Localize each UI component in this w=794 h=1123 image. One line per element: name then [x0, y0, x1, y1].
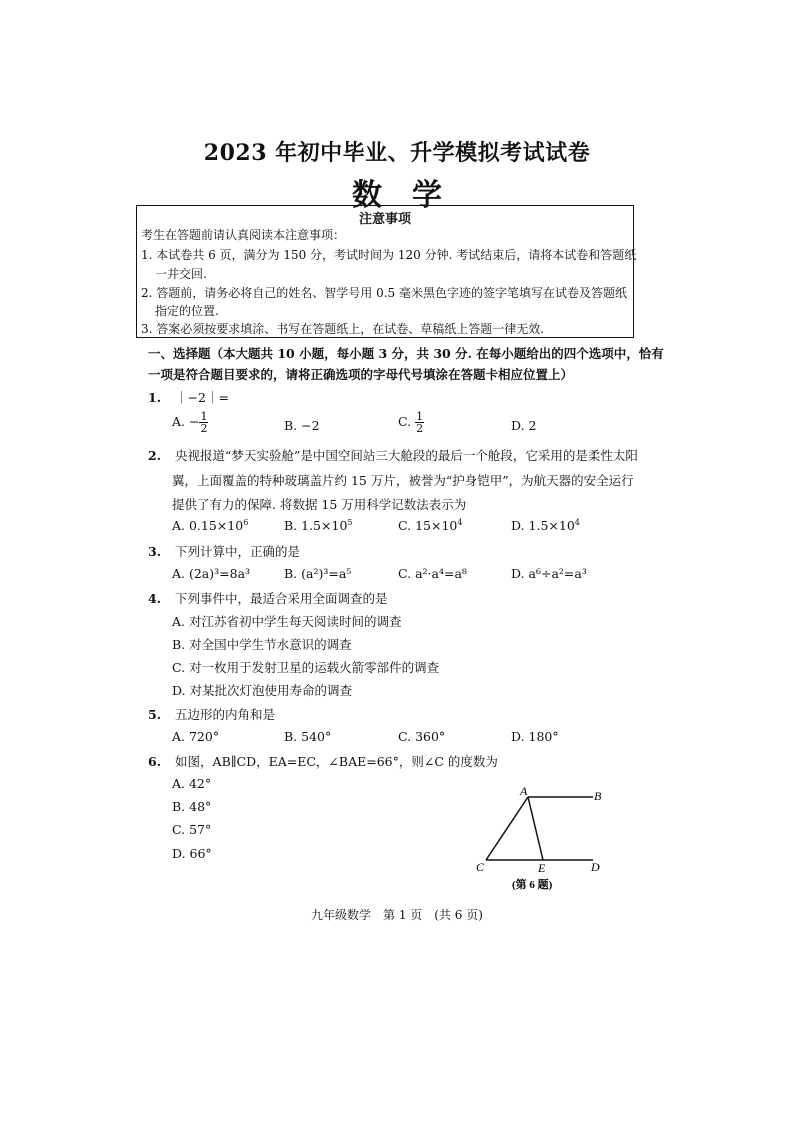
option-c: C. a²·a⁴=a⁸: [398, 566, 467, 581]
point-label-a: A: [520, 784, 528, 798]
question-stem: 五边形的内角和是: [175, 707, 276, 722]
line-ac: [486, 797, 528, 860]
fraction-denominator: 2: [200, 422, 208, 435]
notice-box: [136, 205, 637, 338]
fraction-numerator: 1: [200, 410, 208, 423]
option-a: A. 42°: [172, 776, 212, 791]
notice-item: 2. 答题前，请务必将自己的姓名、智学号用 0.5 毫米黑色字迹的签字笔填写在试卷及答题纸: [141, 286, 627, 300]
option-d: D. 66°: [172, 846, 212, 861]
option-c: C. 对一枚用于发射卫星的运载火箭零部件的调查: [172, 660, 440, 675]
option-a: A. (2a)³=8a³: [172, 566, 251, 581]
notice-item: 一并交回.: [155, 267, 207, 281]
notice-heading: 注意事项: [358, 212, 411, 227]
option-b: B. 540°: [284, 729, 332, 744]
option-c: C. 360°: [398, 729, 446, 744]
exponent: 5: [347, 518, 353, 527]
question-number: 2.: [148, 448, 162, 463]
option-d: [511, 518, 580, 533]
page-footer: 九年级数学 第 1 页 (共 6 页): [311, 908, 483, 922]
point-label-e: E: [538, 861, 546, 875]
question-stem-line: 翼，上面覆盖的特种玻璃盖片约 15 万片，被誉为“护身铠甲”，为航天器的安全运行: [172, 473, 634, 488]
option-text: A. 0.15×10: [172, 518, 244, 533]
notice-intro: 考生在答题前请认真阅读本注意事项：: [141, 228, 346, 242]
question-stem: 如图，AB∥CD，EA=EC，∠BAE=66°，则∠C 的度数为: [175, 754, 498, 769]
question-6: [148, 752, 498, 770]
question-3: [148, 542, 300, 560]
notice-item: 3. 答案必须按要求填涂、书写在答题纸上，在试卷、草稿纸上答题一律无效.: [141, 322, 545, 336]
question-4: [148, 589, 388, 607]
option-b: B. 48°: [172, 799, 212, 814]
fraction-numerator: 1: [416, 410, 424, 423]
fraction: [415, 411, 424, 434]
exam-title: 2023 年初中毕业、升学模拟考试试卷: [203, 140, 591, 166]
question-stem: ｜−2｜=: [175, 390, 229, 405]
exponent: 6: [243, 518, 249, 527]
option-b: B. −2: [284, 418, 320, 433]
subject-title: 数学: [352, 178, 472, 213]
option-a: A. 720°: [172, 729, 220, 744]
fraction: [199, 411, 208, 434]
section-heading: 一项是符合题目要求的，请将正确选项的字母代号填涂在答题卡相应位置上）: [148, 367, 574, 382]
option-text: B. 1.5×10: [284, 518, 348, 533]
point-label-c: C: [476, 860, 485, 874]
question-1: [148, 388, 229, 406]
section-heading: 一、选择题（本大题共 10 小题，每小题 3 分，共 30 分. 在每小题给出的四个选项中，恰有: [148, 346, 664, 361]
question-2: [148, 446, 638, 464]
notice-item: 指定的位置.: [155, 304, 219, 318]
question-stem: 下列事件中，最适合采用全面调查的是: [175, 591, 388, 606]
question-5: [148, 705, 275, 723]
notice-item: 1. 本试卷共 6 页，满分为 150 分，考试时间为 120 分钟. 考试结束后，请将本试卷和答题纸: [141, 248, 637, 262]
exponent: 4: [574, 518, 580, 527]
option-c: C. 57°: [172, 822, 212, 837]
figure-caption: (第 6 题): [512, 879, 553, 891]
option-text: C.: [398, 414, 416, 429]
question-number: 5.: [148, 707, 162, 722]
option-d: D. 180°: [511, 729, 559, 744]
point-label-b: B: [594, 789, 602, 803]
option-d: D. 2: [511, 418, 537, 433]
question-number: 4.: [148, 591, 162, 606]
question-number: 1.: [148, 390, 162, 405]
option-c: [398, 518, 462, 533]
option-text: A. −: [172, 414, 200, 429]
option-a: [172, 411, 208, 434]
option-c: [398, 411, 424, 434]
option-d: D. 对某批次灯泡使用寿命的调查: [172, 683, 353, 698]
q6-geometry-figure: [470, 782, 610, 892]
point-label-d: D: [591, 860, 600, 874]
option-a: A. 对江苏省初中学生每天阅读时间的调查: [172, 614, 402, 629]
option-b: [284, 518, 353, 533]
question-number: 6.: [148, 754, 162, 769]
fraction-denominator: 2: [416, 422, 424, 435]
question-stem: 央视报道“梦天实验舱”是中国空间站三大舱段的最后一个舱段，它采用的是柔性太阳: [175, 448, 638, 463]
question-number: 3.: [148, 544, 162, 559]
option-text: C. 15×10: [398, 518, 458, 533]
option-b: B. 对全国中学生节水意识的调查: [172, 637, 352, 652]
question-stem-line: 提供了有力的保障. 将数据 15 万用科学记数法表示为: [172, 497, 467, 512]
line-ae: [528, 797, 543, 860]
question-stem: 下列计算中，正确的是: [175, 544, 301, 559]
option-d: D. a⁶÷a²=a³: [511, 566, 587, 581]
option-text: D. 1.5×10: [511, 518, 575, 533]
option-a: [172, 518, 248, 533]
exponent: 4: [457, 518, 463, 527]
option-b: B. (a²)³=a⁵: [284, 566, 352, 581]
